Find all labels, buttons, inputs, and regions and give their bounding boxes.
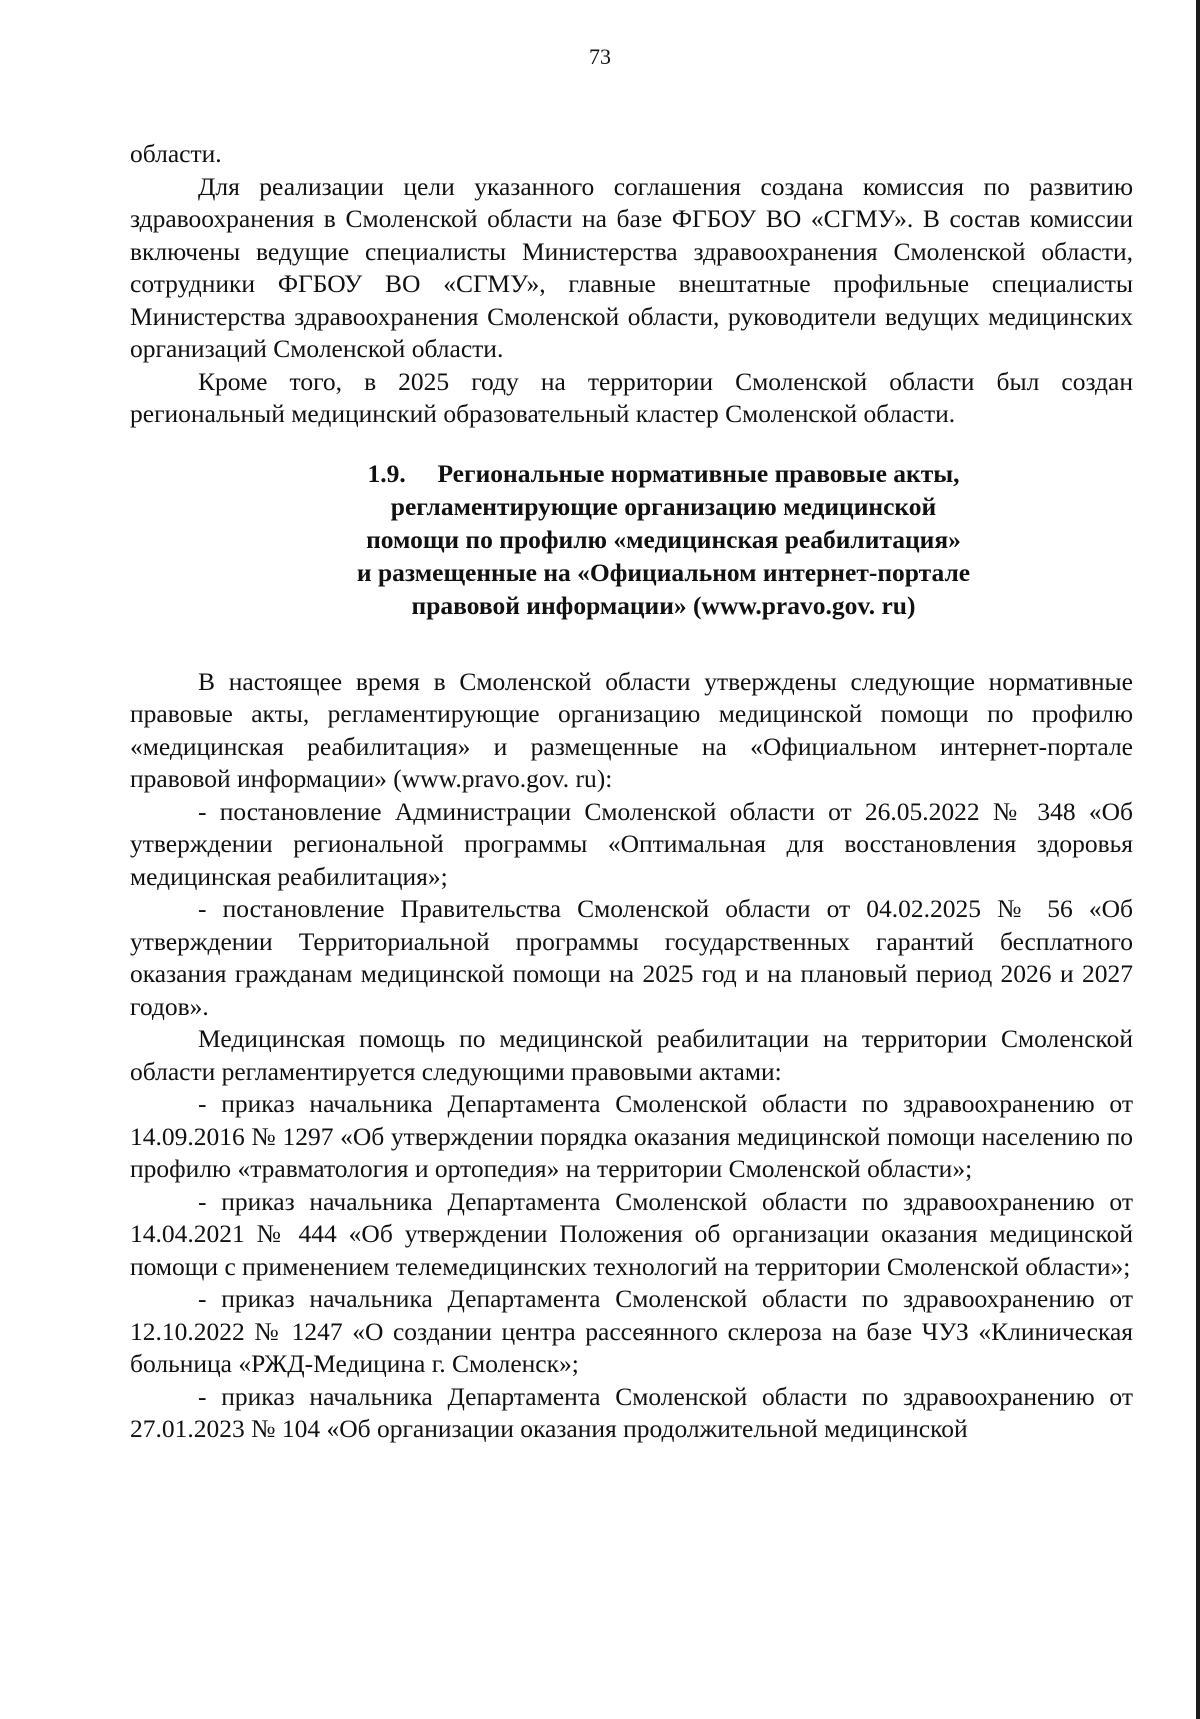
paragraph: области. [130,139,222,168]
paragraph: - приказ начальника Департамента Смоленской области по здравоохранению от 14.09.2016 № 1297 «Об утверждении порядка оказания медицинской помощи населению по профилю «травматология и ортопедия» на территории Смоленской области»; [130,1089,1133,1183]
section-heading-line-4: и размещенные на «Официальном интернет-портале [356,557,971,587]
section-heading [130,457,1133,622]
intro-paragraphs [130,138,1133,431]
page-number: 73 [589,44,611,69]
section-heading-line-5: правовой информации» (www.pravo.gov. ru) [411,590,916,620]
paragraph: Кроме того, в 2025 году на территории Смоленской области был создан региональный медицинский образовательный кластер Смоленской области. [130,366,1133,428]
paragraph: - приказ начальника Департамента Смоленской области по здравоохранению от 27.01.2023 № 104 «Об организации оказания продолжительной медицинской [130,1381,1133,1443]
scan-edge-border [1196,0,1200,1719]
section-heading-line-1 [194,457,1133,490]
body-paragraphs [130,666,1133,1446]
paragraph: Для реализации цели указанного соглашения создана комиссия по развитию здравоохранения в Смоленской области на базе ФГБОУ ВО «СГМУ». В состав комиссии включены ведущие специалисты Министерства здравоохранения Смоленской области, сотрудники ФГБОУ ВО «СГМУ», главные внештатные профильные специалисты Министерства здравоохранения Смоленской области, руководители ведущих медицинских организаций Смоленской области. [130,171,1133,363]
paragraph: Медицинская помощь по медицинской реабилитации на территории Смоленской области регламентируется следующими правовыми актами: [130,1024,1133,1086]
page-content [130,138,1133,1446]
section-heading-line-3: помощи по профилю «медицинская реабилитация» [366,524,961,554]
paragraph: - постановление Администрации Смоленской области от 26.05.2022 № 348 «Об утверждении региональной программы «Оптимальная для восстановления здоровья медицинская реабилитация»; [130,796,1133,891]
paragraph: - приказ начальника Департамента Смоленской области по здравоохранению от 12.10.2022 № 1247 «О создании центра рассеянного склероза на базе ЧУЗ «Клиническая больница «РЖД-Медицина г. Смоленск»; [130,1284,1133,1378]
section-heading-text: Региональные нормативные правовые акты, [437,458,960,488]
section-heading-line-2: регламентирующие организацию медицинской [390,491,937,521]
section-number: 1.9. [367,458,406,488]
paragraph: - приказ начальника Департамента Смоленской области по здравоохранению от 14.04.2021 № 444 «Об утверждении Положения об организации оказания медицинской помощи с применением телемедицинских технологий на территории Смоленской области»; [130,1186,1133,1281]
paragraph: В настоящее время в Смоленской области утверждены следующие нормативные правовые акты, регламентирующие организацию медицинской помощи по профилю «медицинская реабилитация» и размещенные на «Официальном интернет-портале правовой информации» (www.pravo.gov. ru): [130,666,1133,793]
paragraph: - постановление Правительства Смоленской области от 04.02.2025 № 56 «Об утверждении Территориальной программы государственных гарантий бесплатного оказания гражданам медицинской помощи на 2025 год и на плановый период 2026 и 2027 годов». [130,894,1133,1021]
